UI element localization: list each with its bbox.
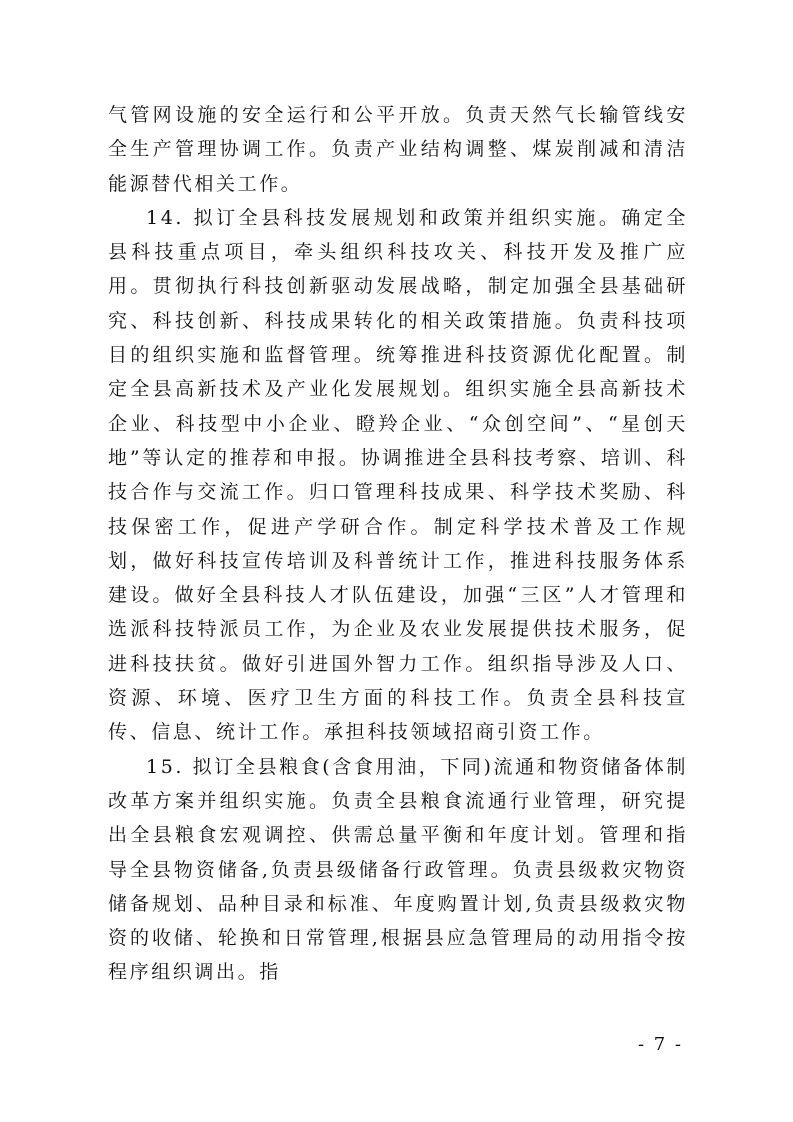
paragraph-item-15: 15. 拟订全县粮食(含食用油，下同)流通和物资储备体制改革方案并组织实施。负责全县粮食流通行业管理，研究提出全县粮食宏观调控、供需总量平衡和年度计划。管理和指导全县物资储备,负责县级储备行政管理。负责县级救灾物资储备规划、品种目录和标准、年度购置计划,负责县级救灾物资的收储、轮换和日常管理,根据县应急管理局的动用指令按程序组织调出。指	[108, 755, 688, 984]
paragraph-item-14: 14. 拟订全县科技发展规划和政策并组织实施。确定全县科技重点项目，牵头组织科技攻关、科技开发及推广应用。贯彻执行科技创新驱动发展战略，制定加强全县基础研究、科技创新、科技成果转化的相关政策措施。负责科技项目的组织实施和监督管理。统筹推进科技资源优化配置。制定全县高新技术及产业化发展规划。组织实施全县高新技术企业、科技型中小企业、瞪羚企业、“众创空间”、“星创天地”等认定的推荐和申报。协调推进全县科技考察、培训、科技合作与交流工作。归口管理科技成果、科学技术奖励、科技保密工作，促进产学研合作。制定科学技术普及工作规划，做好科技宣传培训及科普统计工作，推进科技服务体系建设。做好全县科技人才队伍建设，加强“三区”人才管理和选派科技特派员工作，为企业及农业发展提供技术服务，促进科技扶贫。做好引进国外智力工作。组织指导涉及人口、资源、环境、医疗卫生方面的科技工作。负责全县科技宣传、信息、统计工作。承担科技领域招商引资工作。	[108, 206, 688, 744]
document-body	[108, 98, 688, 990]
paragraph-continued: 气管网设施的安全运行和公平开放。负责天然气长输管线安全生产管理协调工作。负责产业结构调整、煤炭削减和清洁能源替代相关工作。	[108, 104, 688, 195]
page-number: - 7 -	[637, 1034, 683, 1055]
